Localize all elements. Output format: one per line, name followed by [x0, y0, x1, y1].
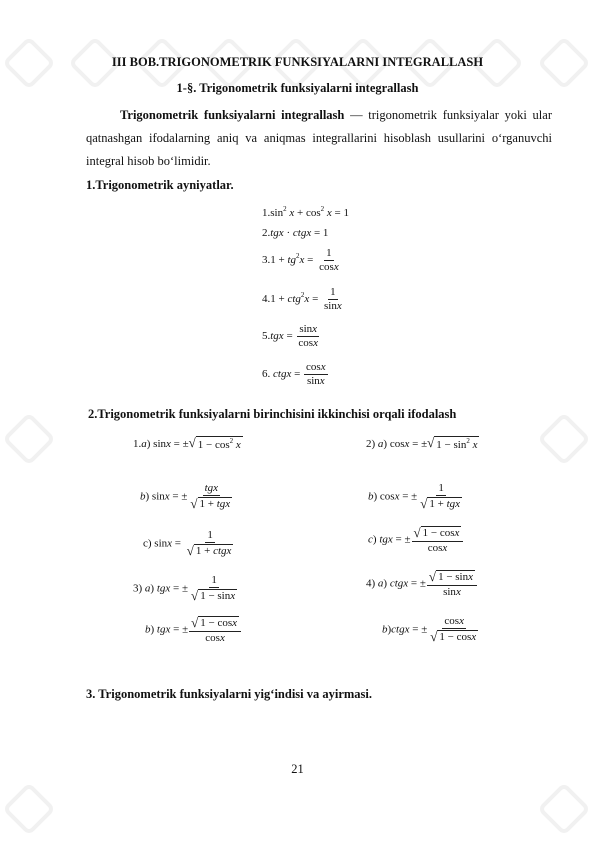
formula-2b: b) cosx = ± 1 √ 1 + tgx	[368, 482, 461, 511]
section-heading-expressing: 2.Trigonometrik funksiyalarni birinchisini ikkinchisi orqali ifodalash	[88, 407, 457, 421]
formula-1a: 1.a) sinx = ± √ $1 - \cos^2 x$	[133, 435, 241, 451]
formula-3a: 3) a) tgx = ± 1 √ 1 − sinx	[133, 574, 236, 603]
intro-lead: Trigonometrik funksiyalarni integrallash	[120, 108, 345, 122]
formula-3b: b) tgx = ± √ 1 − cosx cosx	[145, 616, 242, 644]
formula-1b: b) sinx = ± tgx √ 1 + tgx	[140, 482, 231, 511]
formula-4a: 4) a) ctgx = ± √ 1 − sinx sinx	[366, 570, 478, 598]
formula-4b: b)ctgx = ± cosx √ 1 − cosx	[382, 615, 477, 644]
chapter-title: III BOB.TRIGONOMETRIK FUNKSIYALARNI INTEGRALLASH	[111, 55, 484, 69]
identity-6: 6. ctgx = $\frac{\cos x}{\sin x}$	[262, 361, 326, 387]
section-subtitle: 1-§. Trigonometrik funksiyalarni integrallash	[176, 81, 419, 95]
section-heading-identities: 1.Trigonometrik ayniyatlar.	[86, 178, 234, 192]
section-heading-sum-difference: 3. Trigonometrik funksiyalarni yig‘indisi va ayirmasi.	[86, 687, 373, 701]
identity-4: 4.1 + ctg$^2$x = $\frac{1}{\sin x}$	[262, 286, 342, 312]
identity-1: $1.\sin^2$ $x + \cos^2 x = 1$	[262, 205, 349, 219]
page-number: 21	[291, 762, 304, 776]
identity-2: 2.tgx · ctgx = 1	[262, 227, 329, 239]
identity-3: $3.1 + tg^2x$ = $\frac{1}{\cos x}$	[262, 247, 339, 273]
formula-2c: c) tgx = ± √ 1 − cosx cosx	[368, 526, 464, 554]
formula-2a: 2) a) cosx = ± √ $1 - \sin^2 x$	[366, 435, 478, 451]
intro-paragraph	[86, 104, 552, 173]
intro-text: — trigonometrik funksiyalar yoki ular qatnashgan ifodalarning aniq va aniqmas integrallarini hisoblash usullarini o‘rganuvchi integral hisob bo‘limidir.	[86, 108, 552, 168]
formula-1c: c) sinx = 1 √ 1 + ctgx	[143, 529, 232, 558]
identity-5: 5.tgx = $\frac{\sin x}{\cos x}$	[262, 323, 318, 349]
